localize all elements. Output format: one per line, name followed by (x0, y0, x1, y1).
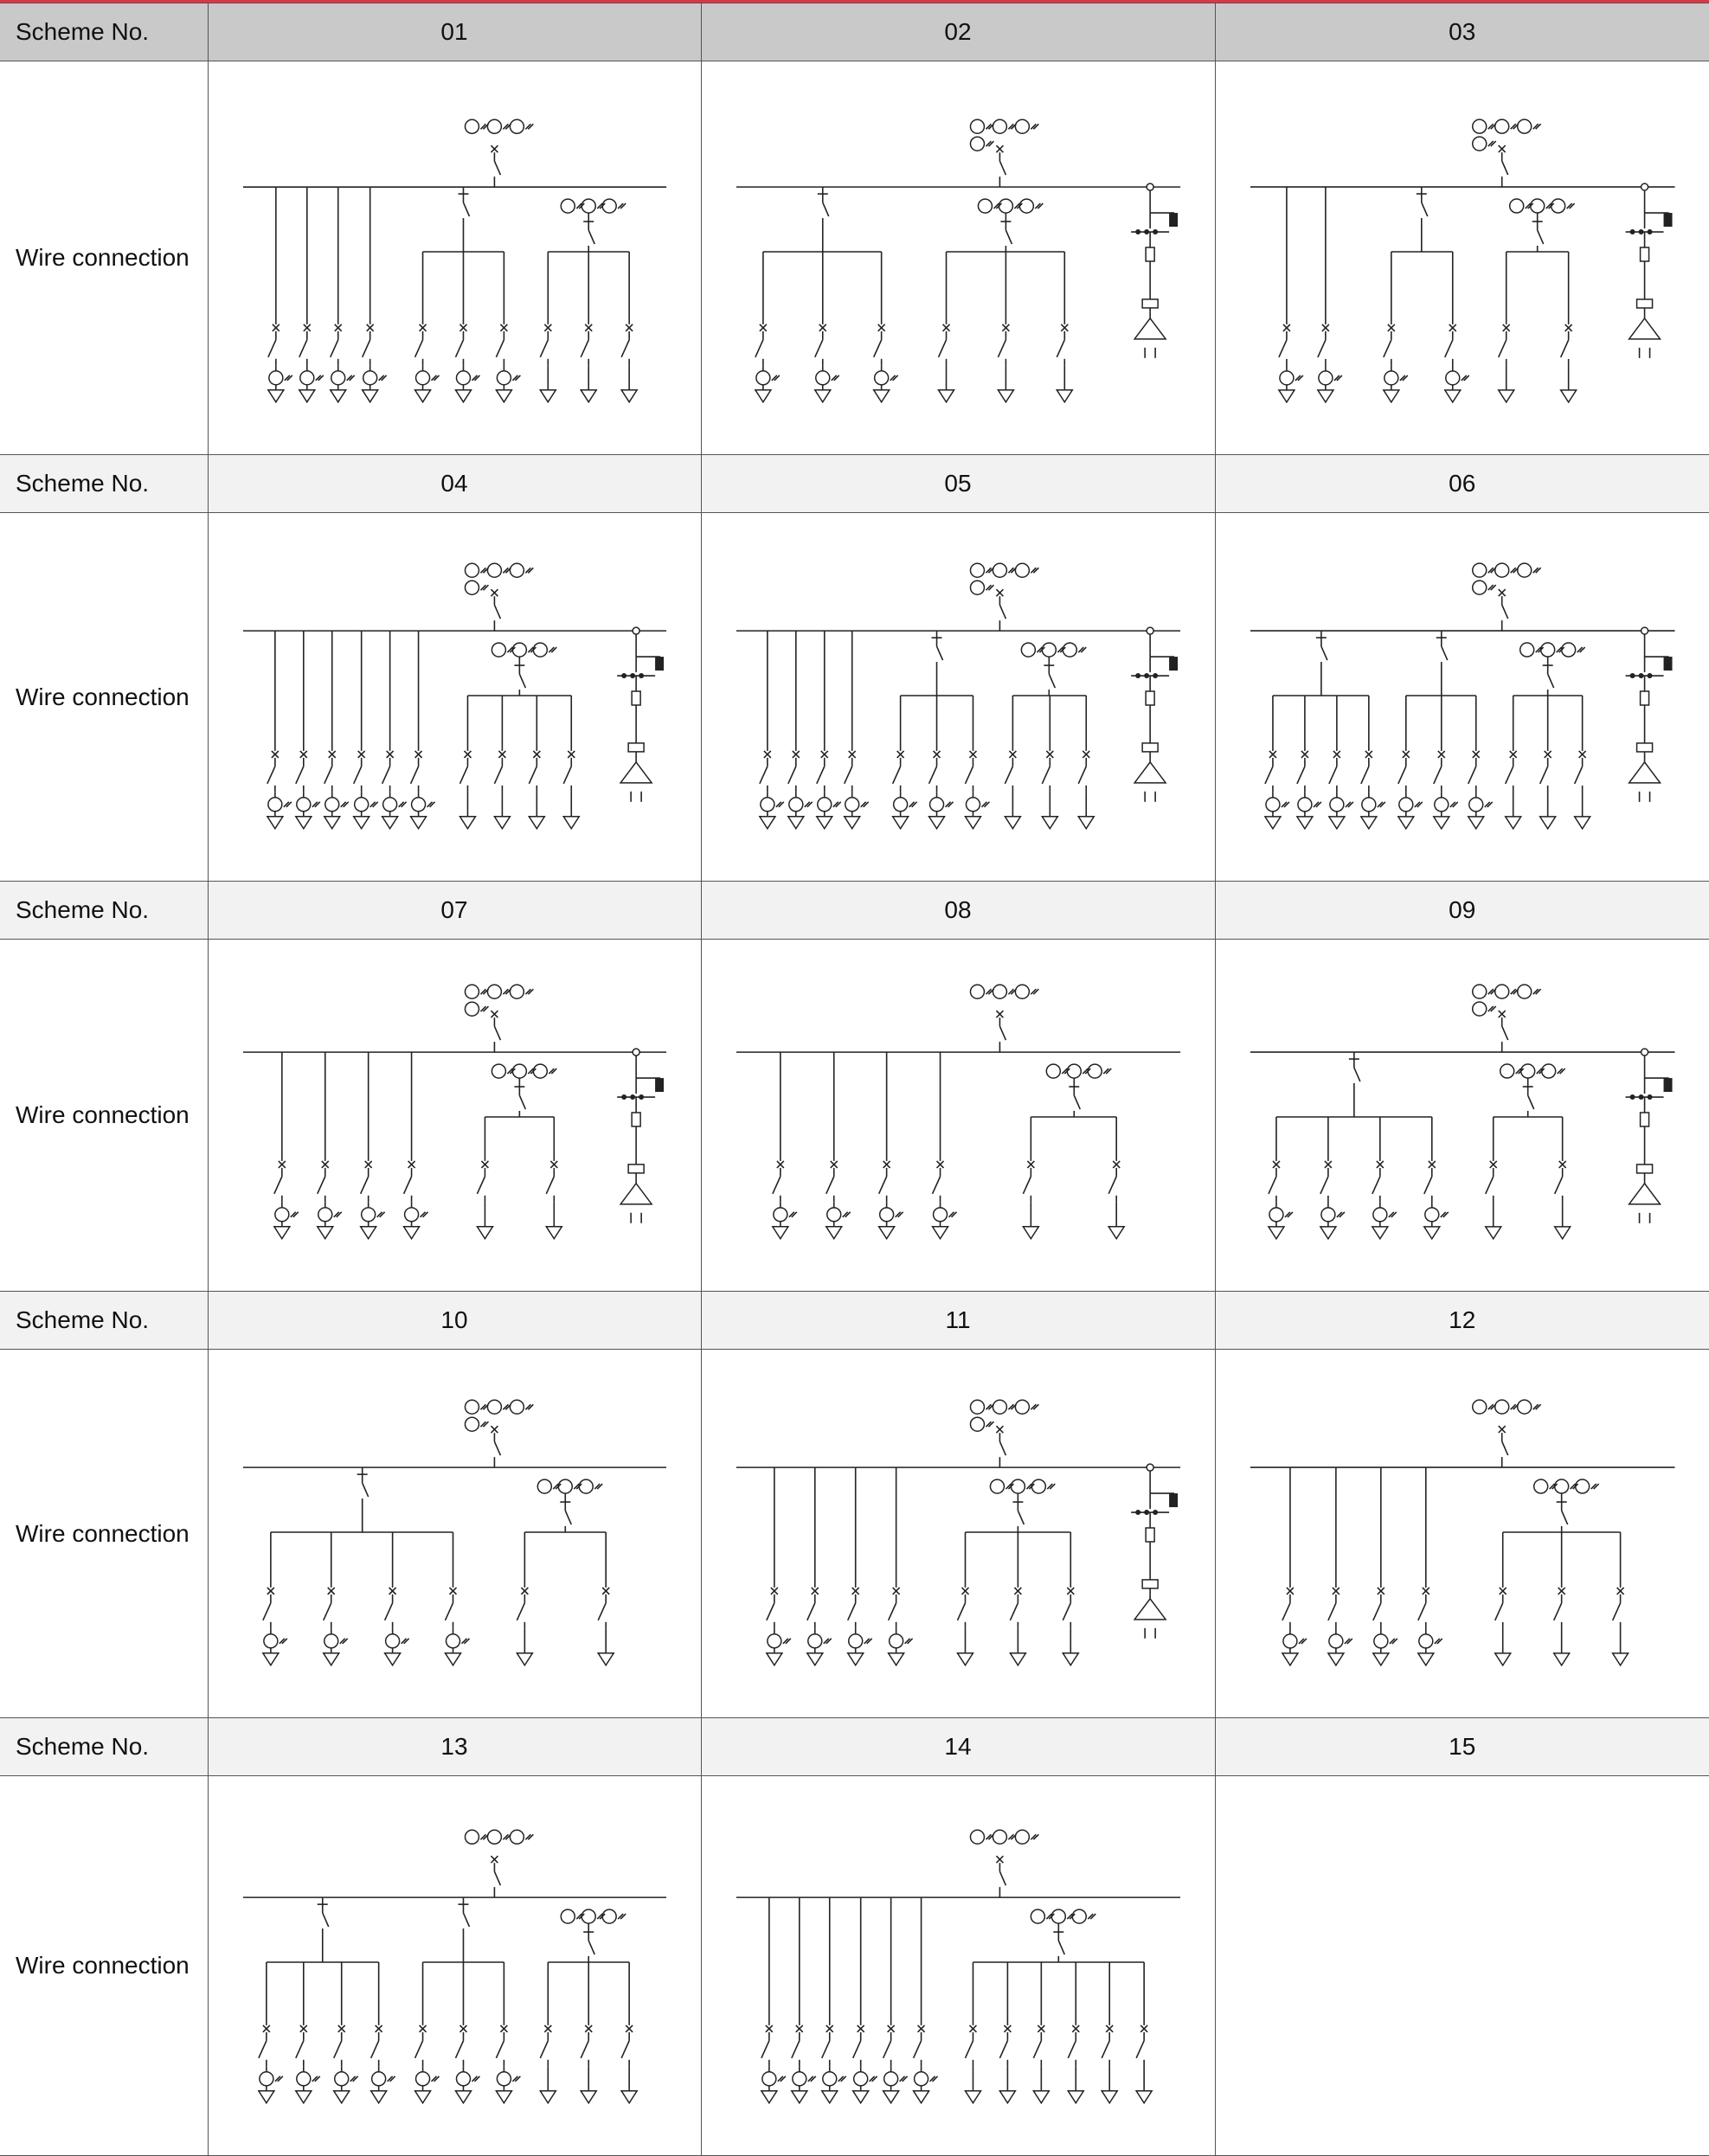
wiring-diagram-cell (701, 1350, 1215, 1718)
wiring-diagram-cell (208, 61, 701, 455)
wiring-diagram (702, 1776, 1215, 2155)
single-line-diagram (242, 563, 665, 828)
scheme-number: 11 (701, 1292, 1215, 1350)
wiring-diagram (1216, 1350, 1709, 1717)
wiring-diagram-cell (1215, 1350, 1709, 1718)
wiring-diagram-cell (208, 1776, 701, 2156)
scheme-no-label: Scheme No. (0, 882, 208, 940)
scheme-number: 08 (701, 882, 1215, 940)
scheme-number: 03 (1215, 3, 1709, 61)
wiring-diagram (702, 513, 1215, 881)
wiring-diagram-cell (1215, 1776, 1709, 2156)
scheme-number: 14 (701, 1718, 1215, 1776)
single-line-diagram (736, 985, 1179, 1239)
wire-connection-label: Wire connection (0, 61, 208, 455)
scheme-no-label: Scheme No. (0, 1718, 208, 1776)
wiring-diagram (209, 513, 701, 881)
single-line-diagram (242, 1400, 665, 1665)
single-line-diagram (242, 119, 665, 401)
scheme-header-row (0, 3, 1709, 61)
scheme-no-label: Scheme No. (0, 1292, 208, 1350)
scheme-header-row (0, 882, 1709, 940)
wiring-diagram-cell (701, 513, 1215, 882)
wiring-diagram (702, 940, 1215, 1291)
wire-connection-row (0, 1776, 1709, 2156)
scheme-table (0, 3, 1709, 2156)
wiring-diagram-cell (1215, 513, 1709, 882)
wiring-diagram-cell (1215, 940, 1709, 1292)
wiring-diagram (1216, 61, 1709, 454)
scheme-number: 06 (1215, 455, 1709, 513)
wiring-diagram (209, 1350, 701, 1717)
wiring-diagram (702, 61, 1215, 454)
single-line-diagram (242, 1830, 665, 2102)
scheme-number: 15 (1215, 1718, 1709, 1776)
wire-connection-label: Wire connection (0, 940, 208, 1292)
wiring-diagram (209, 940, 701, 1291)
wire-connection-label: Wire connection (0, 1776, 208, 2156)
scheme-header-row (0, 1718, 1709, 1776)
scheme-number: 13 (208, 1718, 701, 1776)
scheme-number: 05 (701, 455, 1215, 513)
single-line-diagram (1250, 985, 1674, 1239)
wiring-diagram (702, 1350, 1215, 1717)
wire-connection-row (0, 1350, 1709, 1718)
wire-connection-label: Wire connection (0, 1350, 208, 1718)
wiring-diagram-cell (208, 940, 701, 1292)
single-line-diagram (242, 985, 665, 1238)
wiring-diagram (209, 61, 701, 454)
wire-connection-row (0, 940, 1709, 1292)
wiring-diagram-cell (208, 1350, 701, 1718)
scheme-number: 12 (1215, 1292, 1709, 1350)
single-line-diagram (736, 1830, 1179, 2102)
single-line-diagram (736, 119, 1179, 401)
single-line-diagram (1250, 1400, 1674, 1665)
wiring-diagram-cell (701, 940, 1215, 1292)
scheme-number: 10 (208, 1292, 701, 1350)
wiring-diagram (209, 1776, 701, 2155)
scheme-number: 04 (208, 455, 701, 513)
single-line-diagram (1250, 563, 1674, 829)
single-line-diagram (1250, 119, 1674, 402)
wiring-diagram (1216, 513, 1709, 881)
wiring-diagram-cell (1215, 61, 1709, 455)
wiring-diagram-cell (701, 61, 1215, 455)
scheme-number: 02 (701, 3, 1215, 61)
scheme-no-label: Scheme No. (0, 455, 208, 513)
scheme-number: 09 (1215, 882, 1709, 940)
single-line-diagram (736, 563, 1179, 828)
scheme-header-row (0, 455, 1709, 513)
scheme-no-label: Scheme No. (0, 3, 208, 61)
wire-connection-row (0, 61, 1709, 455)
wiring-diagram-cell (208, 513, 701, 882)
single-line-diagram (736, 1400, 1179, 1665)
wire-connection-row (0, 513, 1709, 882)
scheme-header-row (0, 1292, 1709, 1350)
wiring-diagram-cell (701, 1776, 1215, 2156)
scheme-number: 07 (208, 882, 701, 940)
wire-connection-label: Wire connection (0, 513, 208, 882)
wiring-diagram (1216, 940, 1709, 1291)
scheme-number: 01 (208, 3, 701, 61)
